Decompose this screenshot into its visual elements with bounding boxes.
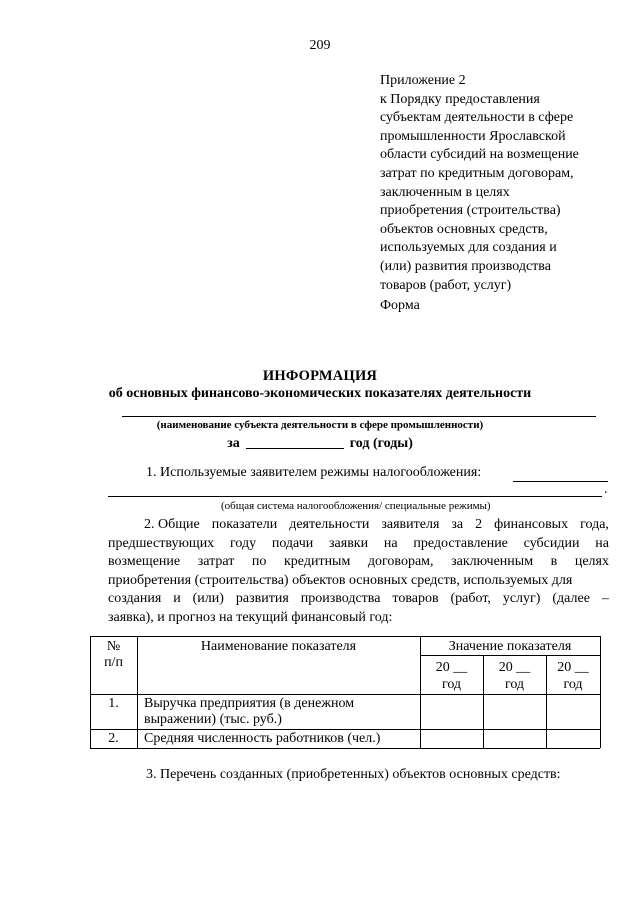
period-line xyxy=(0,434,640,452)
page-number: 209 xyxy=(309,38,331,53)
row1-num: 1. xyxy=(108,696,119,711)
period-suffix: год (годы) xyxy=(349,436,413,451)
subject-name-field-line[interactable] xyxy=(122,416,596,417)
section2-paragraph xyxy=(108,516,609,627)
appendix-line: промышленности Ярославской xyxy=(380,128,566,144)
section2-line: приобретения (строительства) объектов основных средств, используемых для xyxy=(108,572,573,588)
row1-value-year1[interactable] xyxy=(420,695,483,729)
document-subtitle: об основных финансово-экономических показателях деятельности xyxy=(108,386,532,401)
form-label: Форма xyxy=(380,298,420,313)
appendix-line: заключенным в целях xyxy=(380,184,510,200)
section2-line: заявка), и прогноз на текущий финансовый год: xyxy=(108,609,393,625)
header-name-column: Наименование показателя xyxy=(200,639,357,654)
subject-name-caption: (наименование субъекта деятельности в сфере промышленности) xyxy=(156,419,484,431)
appendix-line: области субсидий на возмещение xyxy=(380,147,579,163)
tax-regime-caption: (общая система налогообложения/ специальные режимы) xyxy=(221,500,491,512)
appendix-line: используемых для создания и xyxy=(380,240,557,256)
header-num-column: № п/п xyxy=(104,639,123,670)
row2-value-year1[interactable] xyxy=(420,730,483,748)
period-prefix: за xyxy=(227,436,240,451)
document-title: ИНФОРМАЦИЯ xyxy=(262,368,378,384)
section2-line: предшествующих году подачи заявки на предоставление субсидии на xyxy=(108,535,609,551)
appendix-line: объектов основных средств, xyxy=(380,221,548,237)
header-year-1: 20 __ год xyxy=(435,660,468,692)
section2-line: создания и (или) развития производства товаров (работ, услуг) (далее – xyxy=(108,591,609,606)
appendix-line: Приложение 2 xyxy=(380,73,466,88)
row2-num: 2. xyxy=(108,731,119,746)
indicators-table xyxy=(90,636,600,748)
section1-dot: . xyxy=(604,482,608,497)
appendix-line: (или) развития производства xyxy=(380,258,551,274)
row2-value-year2[interactable] xyxy=(483,730,546,748)
tax-regime-blank-field[interactable] xyxy=(513,481,608,482)
row2-value-year3[interactable] xyxy=(546,730,600,748)
section2-line: возмещение затрат по кредитным договорам, заключенным в целях xyxy=(108,554,609,569)
header-year-3: 20 __ год xyxy=(557,660,589,692)
header-year-2: 20 __ год xyxy=(498,660,531,692)
row1-value-year2[interactable] xyxy=(483,695,546,729)
appendix-line: затрат по кредитным договорам, xyxy=(380,165,574,181)
appendix-line: субъектам деятельности в сфере xyxy=(380,110,574,126)
period-blank-field[interactable] xyxy=(246,434,344,449)
section1-text: 1. Используемые заявителем режимы налогообложения: xyxy=(146,465,482,480)
row1-value-year3[interactable] xyxy=(546,695,600,729)
tax-regime-line-2[interactable] xyxy=(108,496,602,497)
appendix-line: приобретения (строительства) xyxy=(380,203,561,219)
appendix-block xyxy=(380,72,620,295)
appendix-line: к Порядку предоставления xyxy=(380,91,540,107)
row2-name: Средняя численность работников (чел.) xyxy=(144,731,381,746)
section3-text: 3. Перечень созданных (приобретенных) объектов основных средств: xyxy=(146,767,561,782)
header-value-column: Значение показателя xyxy=(448,639,572,654)
row1-name: Выручка предприятия (в денежном выражении) (тыс. руб.) xyxy=(144,696,355,727)
section2-line: 2. Общие показатели деятельности заявителя за 2 финансовых года, xyxy=(144,517,609,532)
appendix-line: товаров (работ, услуг) xyxy=(380,277,512,293)
